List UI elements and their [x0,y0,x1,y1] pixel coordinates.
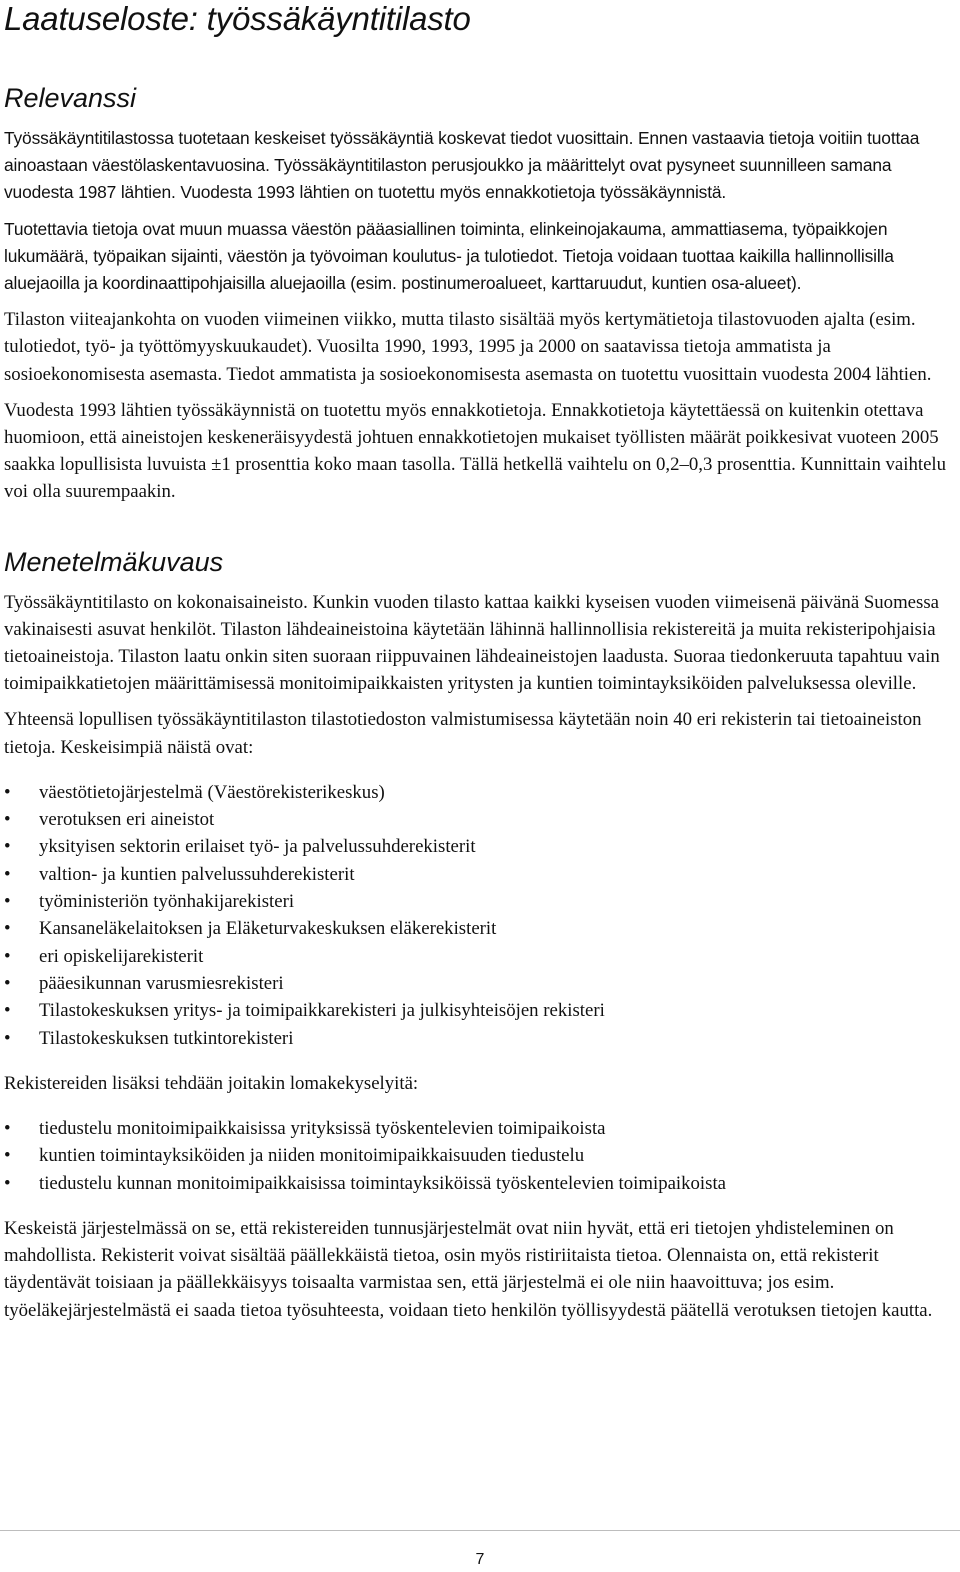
register-list [4,779,956,1052]
bullet-icon: • [4,972,11,994]
paragraph-closing: Keskeistä järjestelmässä on se, että rekistereiden tunnusjärjestelmät ovat niin hyvät, että eri tietojen yhdisteleminen on mahdollista. Rekisterit voivat sisältää päällekkäistä tietoa, osin myös ristiriitaista tietoa. Olennaista on, että rekisterit täydentävät toisiaan ja päällekkäisyys toisaalta varmistaa sen, että järjestelmä ei ole niin haavoittuva; jos esim. työeläkejärjestelmästä ei saada tietoa työsuhteesta, voidaan tieto henkilön työllisyydestä päätellä verotuksen tietojen kautta. [4,1217,933,1321]
paragraph-menetelma-2: Yhteensä lopullisen työssäkäyntitilaston tilastotiedoston valmistumisessa käytetään noin 40 eri rekisterin tai tietoaineiston tietoja. Keskeisimpiä näistä ovat: [4,709,922,758]
paragraph-relevanssi-2: Tuotettavia tietoja ovat muun muassa väestön pääasiallinen toiminta, elinkeinojakauma, ammattiasema, työpaikkojen lukumäärä, työpaikan sijainti, väestön ja työvoiman koulutus- ja tulotiedot. Tietoja voidaan tuottaa kaikilla hallinnollisilla aluejaoilla ja koordinaattipohjaisilla aluejaoilla (esim. postinumeroalueet, karttaruudut, kuntien osa-alueet). [4,218,894,294]
list-item-text: tiedustelu monitoimipaikkaisissa yrityksissä työskentelevien toimipaikoista [39,1118,606,1140]
list-item [4,970,956,997]
bullet-icon: • [4,1000,11,1022]
paragraph-relevanssi-3: Tilaston viiteajankohta on vuoden viimeinen viikko, mutta tilasto sisältää myös kertymätietoja tilastovuoden ajalta (esim. tulotiedot, työ- ja työttömyyskuukaudet). Vuosilta 1990, 1993, 1995 ja 2000 on saatavissa tietoja ammatista ja sosioekonomisesta asemasta. Tiedot ammatista ja sosioekonomisesta asemasta on tuotettu vuosittain vuodesta 2004 lähtien. [4,309,932,385]
list-item [4,861,956,888]
list-item [4,997,956,1024]
list-item-text: pääesikunnan varusmiesrekisteri [39,972,284,994]
section-heading-menetelmakuvaus: Menetelmäkuvaus [4,546,224,577]
list-item-text: eri opiskelijarekisterit [39,945,204,967]
page-number: 7 [475,1551,485,1568]
list-item-text: valtion- ja kuntien palvelussuhderekisterit [39,863,355,885]
list-item-text: verotuksen eri aineistot [39,809,215,831]
list-item-text: yksityisen sektorin erilaiset työ- ja palvelussuhderekisterit [39,836,476,858]
list-item-text: Tilastokeskuksen tutkintorekisteri [39,1027,294,1049]
paragraph-surveys-intro: Rekistereiden lisäksi tehdään joitakin lomakekyselyitä: [4,1072,419,1094]
list-item [4,833,956,860]
bullet-icon: • [4,863,11,885]
list-item [4,1115,956,1142]
footer-divider [0,1530,960,1531]
document-page [4,0,956,1324]
list-item-text: väestötietojärjestelmä (Väestörekisterikeskus) [39,781,385,803]
list-item [4,943,956,970]
paragraph-relevanssi-1: Työssäkäyntitilastossa tuotetaan keskeiset työssäkäyntiä koskevat tiedot vuosittain. Ennen vastaavia tietoja voitiin tuottaa ainoastaan väestölaskentavuosina. Työssäkäyntitilaston perusjoukko ja määrittelyt ovat pysyneet suunnilleen samana vuodesta 1987 lähtien. Vuodesta 1993 lähtien on tuotettu myös ennakkotietoja työssäkäynnistä. [4,128,920,203]
section-heading-relevanssi: Relevanssi [4,83,137,113]
list-item-text: kuntien toimintayksiköiden ja niiden monitoimipaikkaisuuden tiedustelu [39,1145,585,1167]
section-relevanssi [4,82,956,506]
list-item-text: Kansaneläkelaitoksen ja Eläketurvakeskuksen eläkerekisterit [39,918,497,940]
bullet-icon: • [4,945,11,967]
bullet-icon: • [4,1172,11,1194]
list-item [4,1170,956,1197]
list-item-text: tiedustelu kunnan monitoimipaikkaisissa toimintayksiköissä työskentelevien toimipaikoista [39,1172,727,1194]
page-title: Laatuseloste: työssäkäyntitilasto [4,0,471,37]
bullet-icon: • [4,836,11,858]
bullet-icon: • [4,918,11,940]
bullet-icon: • [4,1118,11,1140]
list-item-text: työministeriön työnhakijarekisteri [39,891,295,913]
survey-list [4,1115,956,1197]
bullet-icon: • [4,1145,11,1167]
bullet-icon: • [4,809,11,831]
section-menetelmakuvaus [4,546,956,1324]
list-item [4,779,956,806]
list-item [4,806,956,833]
list-item [4,1142,956,1169]
bullet-icon: • [4,1027,11,1049]
list-item [4,1025,956,1052]
bullet-icon: • [4,781,11,803]
list-item [4,888,956,915]
paragraph-menetelma-1: Työssäkäyntitilasto on kokonaisaineisto. Kunkin vuoden tilasto kattaa kaikki kyseisen vuoden viimeisenä päivänä Suomessa vakinaisesti asuvat henkilöt. Tilaston lähdeaineistoina käytetään lähinnä hallinnollisia rekistereitä ja muita rekisteripohjaisia tietoaineistoja. Tilaston laatu onkin siten suoraan riippuvainen lähdeaineistojen laadusta. Suoraa tiedonkeruuta tapahtuu vain toimipaikkatietojen määrittämisessä monitoimipaikkaisten yritysten ja kuntien toimintayksiköiden palveluksessa oleville. [4,591,940,695]
bullet-icon: • [4,891,11,913]
list-item [4,915,956,942]
list-item-text: Tilastokeskuksen yritys- ja toimipaikkarekisteri ja julkisyhteisöjen rekisteri [39,1000,605,1022]
paragraph-relevanssi-4: Vuodesta 1993 lähtien työssäkäynnistä on tuotettu myös ennakkotietoja. Ennakkotietoja käytettäessä on kuitenkin otettava huomioon, että aineistojen keskeneräisyydestä johtuen ennakkotietojen mukaiset työllisten määrät poikkesivat vuoteen 2005 saakka lopullisista luvuista ±1 prosenttia koko maan tasolla. Tällä hetkellä vaihtelu on 0,2–0,3 prosenttia. Kunnittain vaihtelu voi olla suurempaakin. [4,399,947,503]
